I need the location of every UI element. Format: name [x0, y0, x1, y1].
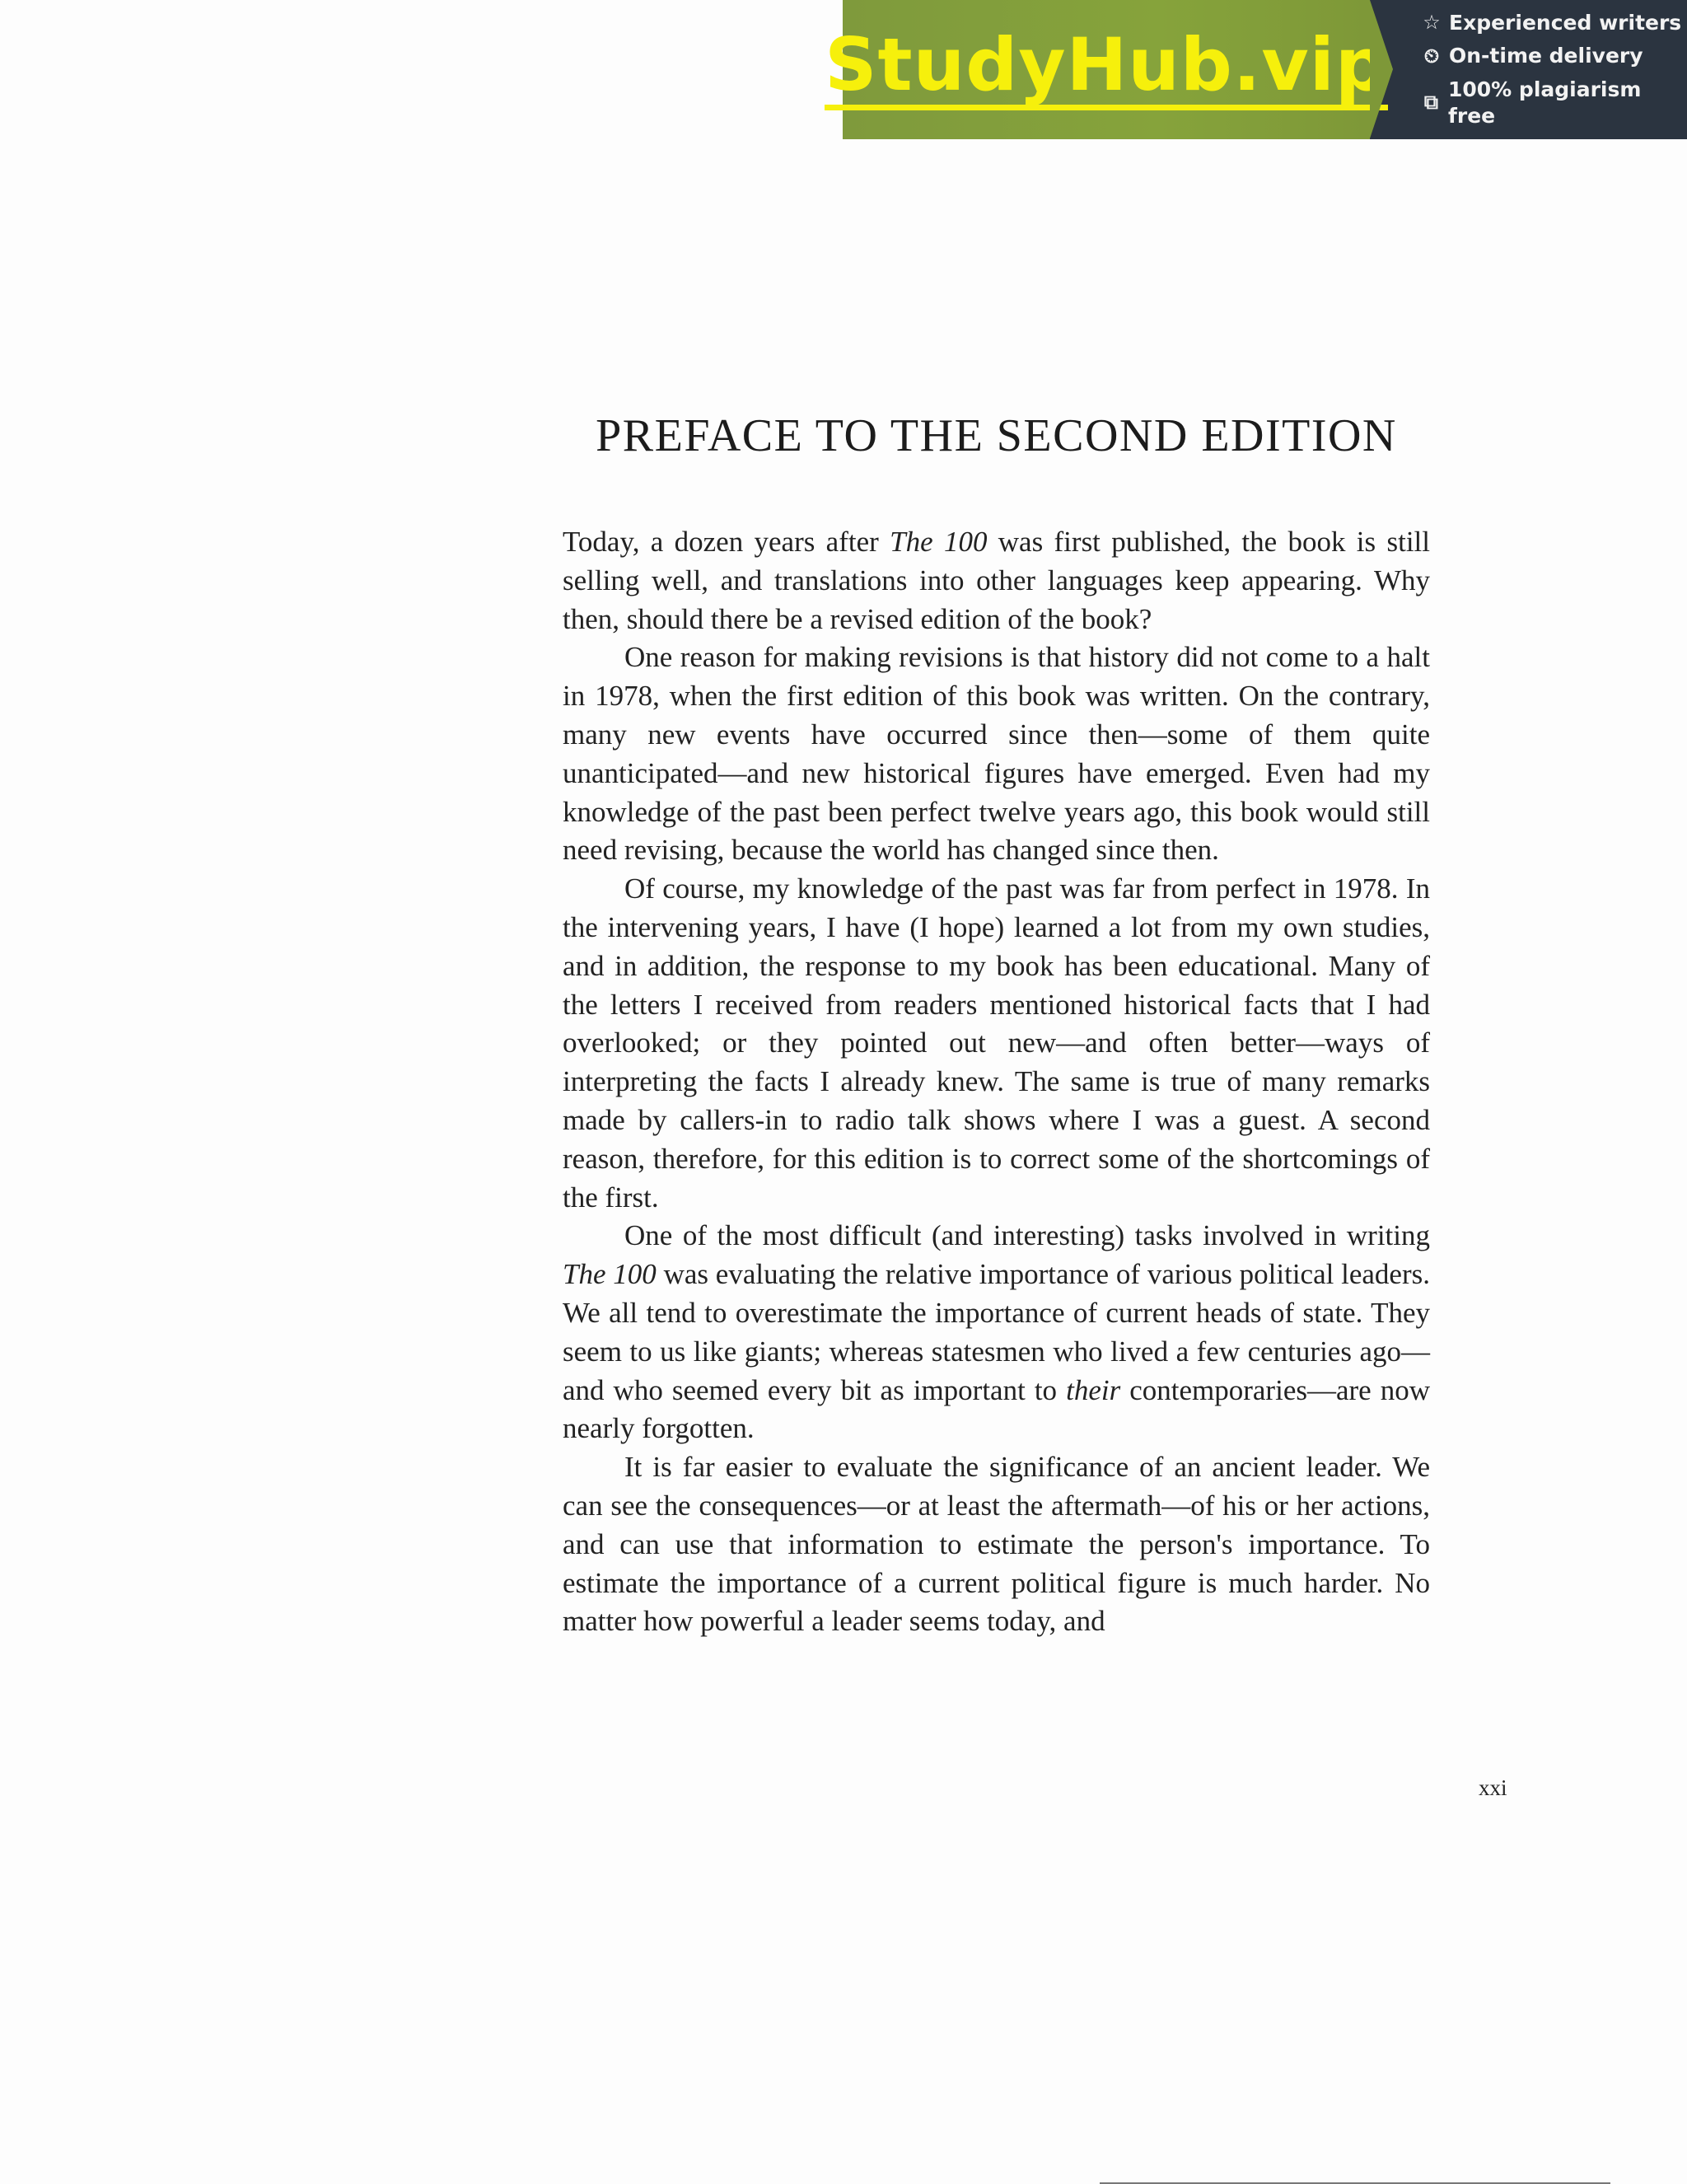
star-icon: ☆: [1423, 11, 1441, 35]
book-title: The 100: [890, 526, 988, 558]
text-run: was evaluating the relative importance of various political leaders. We all tend to overestimate the importance of current heads of state. They seem to us like giants; whereas statesmen who lived a few centuries ago—and who seemed every bit as important to: [563, 1258, 1430, 1406]
page-title: PREFACE TO THE SECOND EDITION: [596, 410, 1397, 461]
feature-list: [1370, 0, 1687, 139]
clock-icon: ⏲: [1423, 44, 1440, 68]
emphasis: their: [1066, 1373, 1121, 1406]
text-run: Today, a dozen years after: [563, 526, 890, 558]
ad-banner[interactable]: [825, 0, 1687, 139]
text-run: contemporaries—are now nearly forgotten.: [563, 1373, 1430, 1445]
feature-label: Experienced writers: [1449, 10, 1682, 35]
page-number: xxi: [1479, 1775, 1507, 1800]
text-run: One of the most difficult (and interesting) tasks involved in writing: [624, 1219, 1430, 1252]
feature-on-time-delivery: [1419, 43, 1687, 70]
paragraph-2: One reason for making revisions is that history did not come to a halt in 1978, when the first edition of this book was written. On the contrary, many new events have occurred since then—some of them quite unanticipated—and new historical figures have emerged. Even had my knowledge of the past been perfect twelve years ago, this book would still need revising, because the world has changed since then.: [563, 641, 1430, 867]
paragraph-5: It is far easier to evaluate the significance of an ancient leader. We can see the consequences—or at least the aftermath—of his or her actions, and can use that information to estimate the person's importance. To estimate the importance of a current political figure is much harder. No matter how powerful a leader seems today, and: [563, 1451, 1430, 1638]
text-run: was first published, the book is still selling well, and translations into other languages keep appearing. Why then, should there be a revised edition of the book?: [563, 526, 1430, 635]
paragraph-3: Of course, my knowledge of the past was far from perfect in 1978. In the intervening years, I have (I hope) learned a lot from my own studies, and in addition, the response to my book has been educational. Many of the letters I received from readers mentioned historical facts that I had overlooked; or they pointed out new—and often better—ways of interpreting the facts I already knew. The same is true of many remarks made by callers-in to radio talk shows where I was a guest. A second reason, therefore, for this edition is to correct some of the shortcomings of the first.: [563, 872, 1430, 1214]
document-body: [563, 523, 1430, 1641]
feature-label: 100% plagiarism free: [1447, 77, 1642, 128]
paragraph-1: [563, 523, 1430, 638]
feature-experienced-writers: [1419, 10, 1687, 37]
brand-logo[interactable]: [825, 0, 1388, 139]
feature-label: On-time delivery: [1449, 44, 1643, 68]
copy-icon: ⧉: [1423, 91, 1439, 115]
paragraph-4: [563, 1217, 1430, 1448]
brand-name: StudyHub.vip: [825, 29, 1388, 110]
feature-plagiarism-free: [1419, 77, 1687, 130]
book-title: The 100: [563, 1258, 657, 1291]
